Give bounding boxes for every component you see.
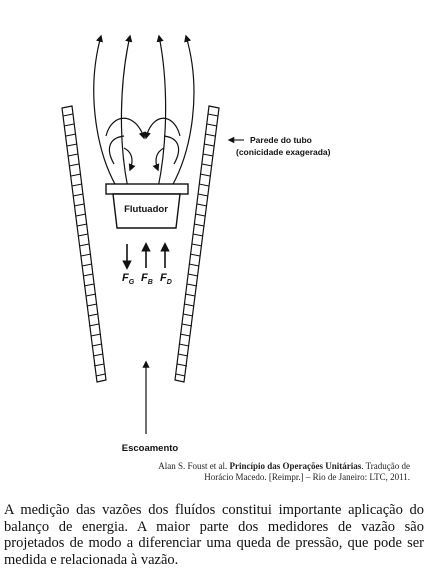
force-label-d: $F_D$ [160, 272, 172, 286]
wall-label: Parede do tubo [250, 135, 312, 145]
streamline-inner-left [121, 36, 130, 188]
eddy-right-inner [164, 136, 179, 164]
figure-caption [150, 461, 410, 483]
left-tube-wall [62, 106, 106, 382]
float [106, 184, 188, 228]
caption-rest: . Tradução de Horácio Macedo. [Reimpr.] – Rio de Janeiro: LTC, 2011. [204, 461, 410, 482]
streamline-outer-right [172, 36, 194, 186]
eddy-left-down [124, 148, 132, 170]
force-labels [122, 272, 172, 286]
streamline-outer-left [94, 36, 116, 186]
force-label-g: $F_G$ [122, 272, 135, 286]
right-tube-wall [175, 106, 219, 382]
caption-title: Princípio das Operações Unitárias [229, 461, 362, 471]
caption-author: Alan S. Foust et al. [158, 461, 228, 471]
force-label-b: $F_B$ [141, 272, 153, 286]
flow-label: Escoamento [121, 443, 179, 454]
body-paragraph: A medição das vazões dos fluídos constitui importante aplicação do balanço de energia. A maior parte dos medidores de vazão são projetados de modo a diferenciar uma queda de pressão, que pode ser medida e relacionada à vazão. [4, 502, 424, 568]
eddy-right-outer [146, 118, 180, 138]
wall-note: (conicidade exagerada) [236, 147, 331, 157]
force-arrows [127, 244, 165, 268]
eddy-left-outer [106, 118, 144, 138]
float-label: Flutuador [124, 204, 168, 215]
flow-streamlines [94, 36, 194, 188]
streamline-inner-right [158, 36, 166, 188]
